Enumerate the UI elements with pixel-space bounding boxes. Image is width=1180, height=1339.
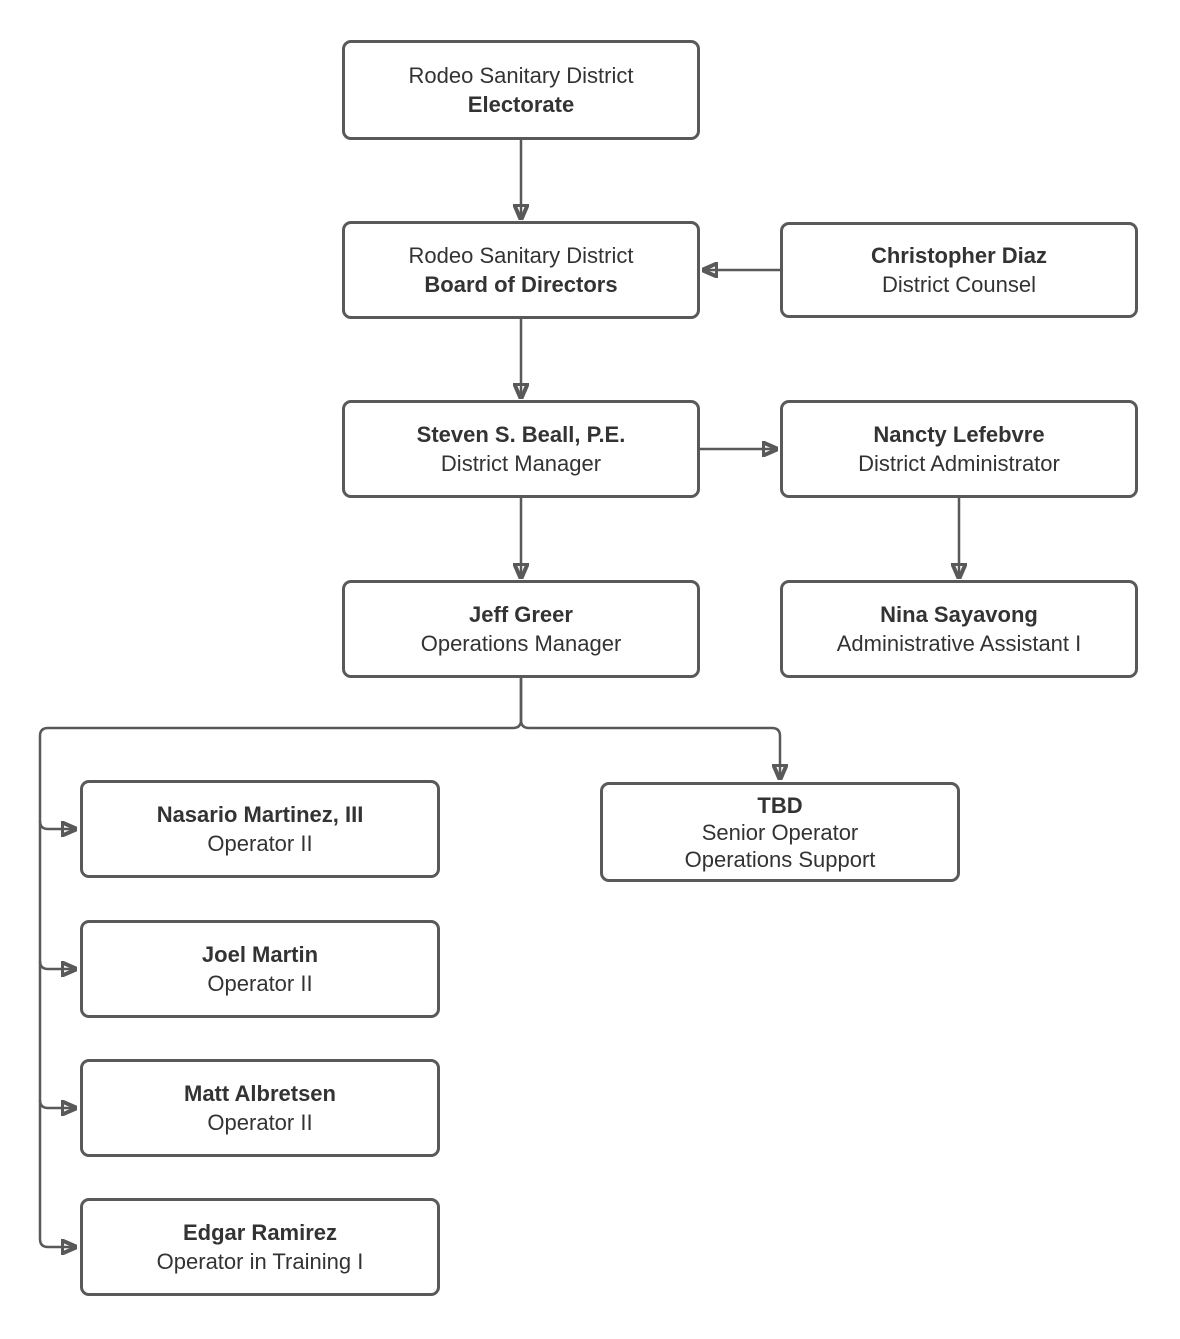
org-label: Rodeo Sanitary District (408, 63, 634, 88)
org-label: Rodeo Sanitary District (408, 243, 634, 268)
person-title: Operator II (207, 1110, 313, 1135)
connector-rail-operator-a (40, 821, 75, 829)
person-title: District Manager (440, 451, 602, 476)
person-name: Edgar Ramirez (182, 1220, 338, 1245)
org-node-senior-operator[interactable] (600, 782, 960, 882)
person-name: TBD (757, 792, 803, 818)
org-node-board-of-directors[interactable] (342, 221, 700, 319)
org-node-district-administrator[interactable] (780, 400, 1138, 498)
org-node-electorate[interactable] (342, 40, 700, 140)
person-name: Christopher Diaz (870, 243, 1048, 268)
person-name: Nina Sayavong (880, 602, 1038, 627)
person-name: Jeff Greer (469, 602, 573, 627)
org-node-district-counsel[interactable] (780, 222, 1138, 318)
person-title-2: Operations Support (684, 846, 876, 872)
person-name: Steven S. Beall, P.E. (416, 422, 626, 447)
person-title: Operator in Training I (156, 1249, 364, 1274)
org-node-operator-nasario-martinez[interactable] (80, 780, 440, 878)
person-title: District Administrator (858, 451, 1060, 476)
unit-label: Board of Directors (424, 272, 618, 297)
org-node-operator-joel-martin[interactable] (80, 920, 440, 1018)
org-node-operator-matt-albretsen[interactable] (80, 1059, 440, 1157)
connector-opsmanager-senioroperator (521, 678, 780, 778)
connector-rail-operator-c (40, 1100, 75, 1108)
connector-rail-operator-b (40, 961, 75, 969)
person-title: Operations Manager (420, 631, 622, 656)
person-name: Matt Albretsen (184, 1081, 336, 1106)
org-node-administrative-assistant[interactable] (780, 580, 1138, 678)
org-node-operations-manager[interactable] (342, 580, 700, 678)
person-title: Senior Operator (701, 819, 859, 845)
person-name: Joel Martin (201, 942, 319, 967)
person-title: Administrative Assistant I (836, 631, 1082, 656)
org-node-district-manager[interactable] (342, 400, 700, 498)
person-title: District Counsel (881, 272, 1037, 297)
person-name: Nasario Martinez, III (156, 802, 364, 827)
person-title: Operator II (207, 831, 313, 856)
org-node-operator-in-training-edgar-ramirez[interactable] (80, 1198, 440, 1296)
person-title: Operator II (207, 971, 313, 996)
unit-label: Electorate (467, 92, 575, 117)
person-name: Nancty Lefebvre (873, 422, 1045, 447)
